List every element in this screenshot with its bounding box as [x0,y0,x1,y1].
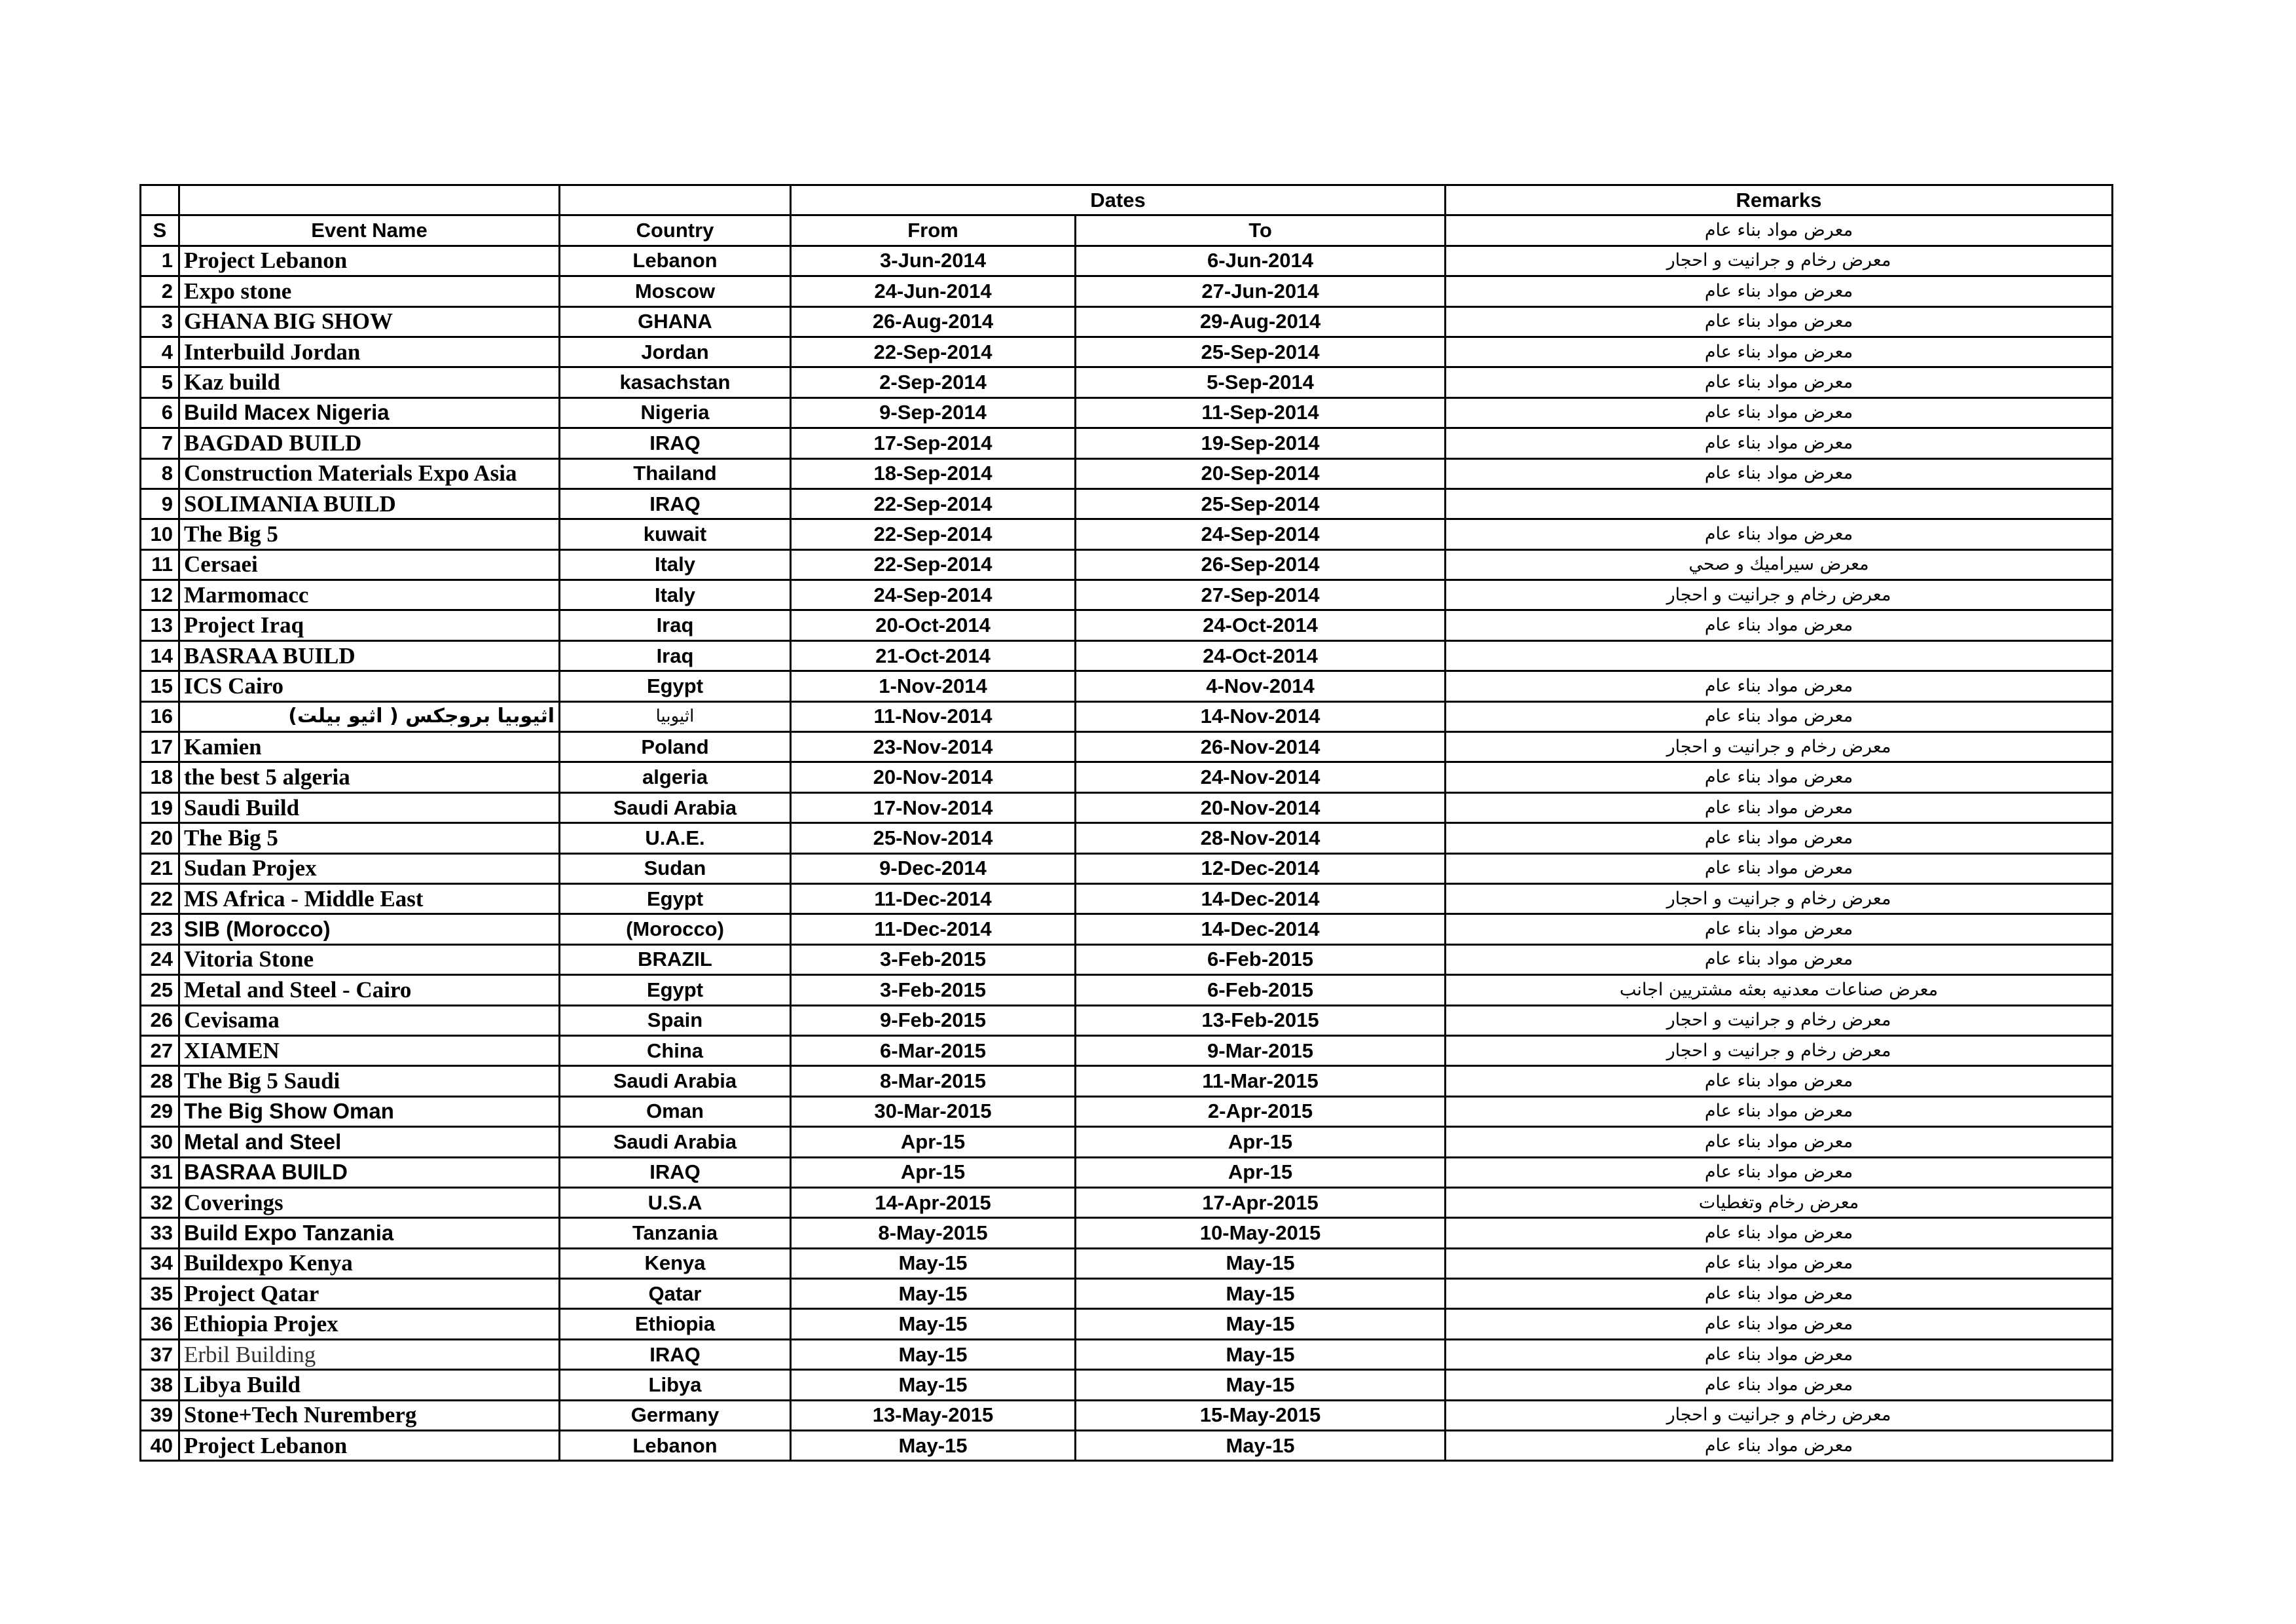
events-table-body [141,246,2113,1461]
table-row [141,1431,2113,1461]
row-number: 37 [141,1339,179,1369]
table-row [141,489,2113,519]
table-row [141,428,2113,458]
country: Moscow [560,276,791,306]
date-from: May-15 [791,1279,1076,1309]
date-from: 3-Feb-2015 [791,944,1076,974]
event-name: Project Lebanon [179,1431,560,1461]
remark: معرض مواد بناء عام [1446,367,2113,397]
country: BRAZIL [560,944,791,974]
row-number: 13 [141,610,179,640]
date-to: Apr-15 [1076,1127,1446,1157]
country: Egypt [560,671,791,701]
country: Egypt [560,975,791,1005]
remark: معرض رخام و جرانيت و احجار [1446,580,2113,610]
table-row [141,306,2113,337]
table-row [141,1370,2113,1400]
date-from: May-15 [791,1431,1076,1461]
remark: معرض رخام و جرانيت و احجار [1446,732,2113,762]
date-from: 8-May-2015 [791,1218,1076,1248]
header-remark-text: معرض مواد بناء عام [1446,215,2113,246]
remark: معرض مواد بناء عام [1446,944,2113,974]
table-row [141,1005,2113,1035]
header-dates: Dates [791,185,1446,215]
table-row [141,732,2113,762]
event-name: Ethiopia Projex [179,1309,560,1339]
header-blank-country [560,185,791,215]
date-to: 25-Sep-2014 [1076,489,1446,519]
date-from: 11-Nov-2014 [791,701,1076,731]
event-name: GHANA BIG SHOW [179,306,560,337]
country: Ethiopia [560,1309,791,1339]
table-row [141,1187,2113,1217]
date-to: May-15 [1076,1431,1446,1461]
event-name: The Big 5 [179,823,560,853]
date-to: 29-Aug-2014 [1076,306,1446,337]
table-row [141,1035,2113,1065]
event-name: Cevisama [179,1005,560,1035]
date-from: 26-Aug-2014 [791,306,1076,337]
date-from: Apr-15 [791,1127,1076,1157]
remark: معرض مواد بناء عام [1446,853,2113,883]
event-name: اثيوبيا بروجكس ( اثيو بيلت) [179,701,560,731]
country: Qatar [560,1279,791,1309]
remark: معرض مواد بناء عام [1446,1309,2113,1339]
date-to: May-15 [1076,1309,1446,1339]
row-number: 12 [141,580,179,610]
row-number: 38 [141,1370,179,1400]
date-from: 25-Nov-2014 [791,823,1076,853]
date-from: May-15 [791,1248,1076,1278]
remark: معرض رخام و جرانيت و احجار [1446,1400,2113,1430]
row-number: 27 [141,1035,179,1065]
row-number: 32 [141,1187,179,1217]
table-row [141,580,2113,610]
country: (Morocco) [560,914,791,944]
date-from: 6-Mar-2015 [791,1035,1076,1065]
table-row [141,762,2113,792]
date-from: May-15 [791,1309,1076,1339]
date-to: 26-Sep-2014 [1076,549,1446,580]
table-row [141,397,2113,428]
table-row [141,1400,2113,1430]
date-from: 24-Sep-2014 [791,580,1076,610]
date-to: 9-Mar-2015 [1076,1035,1446,1065]
table-row [141,1309,2113,1339]
event-name: SOLIMANIA BUILD [179,489,560,519]
date-to: 14-Dec-2014 [1076,914,1446,944]
table-row [141,276,2113,306]
row-number: 4 [141,337,179,367]
country: Saudi Arabia [560,1127,791,1157]
row-number: 36 [141,1309,179,1339]
event-name: The Big Show Oman [179,1096,560,1126]
event-name: BASRAA BUILD [179,640,560,671]
remark: معرض مواد بناء عام [1446,1339,2113,1369]
country: algeria [560,762,791,792]
country: Sudan [560,853,791,883]
date-to: May-15 [1076,1339,1446,1369]
date-from: 24-Jun-2014 [791,276,1076,306]
country: Italy [560,580,791,610]
country: Lebanon [560,246,791,276]
table-row [141,701,2113,731]
date-to: 19-Sep-2014 [1076,428,1446,458]
table-row [141,246,2113,276]
date-from: 22-Sep-2014 [791,549,1076,580]
date-to: 11-Mar-2015 [1076,1066,1446,1096]
date-to: May-15 [1076,1279,1446,1309]
header-blank-s [141,185,179,215]
row-number: 18 [141,762,179,792]
row-number: 9 [141,489,179,519]
event-name: Erbil Building [179,1339,560,1369]
event-name: Project Qatar [179,1279,560,1309]
country: kuwait [560,519,791,549]
table-row [141,1096,2113,1126]
date-to: 11-Sep-2014 [1076,397,1446,428]
table-row [141,1218,2113,1248]
country: Libya [560,1370,791,1400]
date-from: 14-Apr-2015 [791,1187,1076,1217]
row-number: 15 [141,671,179,701]
remark: معرض مواد بناء عام [1446,337,2113,367]
date-from: 9-Dec-2014 [791,853,1076,883]
remark: معرض مواد بناء عام [1446,306,2113,337]
date-to: 6-Feb-2015 [1076,944,1446,974]
remark: معرض مواد بناء عام [1446,823,2113,853]
date-from: 20-Oct-2014 [791,610,1076,640]
row-number: 17 [141,732,179,762]
remark: معرض مواد بناء عام [1446,519,2113,549]
date-to: May-15 [1076,1370,1446,1400]
event-name: Build Macex Nigeria [179,397,560,428]
header-event-name: Event Name [179,215,560,246]
remark: معرض مواد بناء عام [1446,914,2113,944]
row-number: 19 [141,792,179,822]
row-number: 24 [141,944,179,974]
country: Thailand [560,458,791,489]
event-name: Metal and Steel [179,1127,560,1157]
date-to: 20-Sep-2014 [1076,458,1446,489]
table-row [141,1339,2113,1369]
date-to: 4-Nov-2014 [1076,671,1446,701]
remark: معرض مواد بناء عام [1446,762,2113,792]
event-name: The Big 5 [179,519,560,549]
table-row [141,823,2113,853]
row-number: 5 [141,367,179,397]
row-number: 8 [141,458,179,489]
date-to: 24-Oct-2014 [1076,640,1446,671]
date-from: 17-Sep-2014 [791,428,1076,458]
row-number: 30 [141,1127,179,1157]
country: IRAQ [560,428,791,458]
event-name: Stone+Tech Nuremberg [179,1400,560,1430]
country: اثيوبيا [560,701,791,731]
country: Saudi Arabia [560,792,791,822]
country: kasachstan [560,367,791,397]
row-number: 6 [141,397,179,428]
row-number: 29 [141,1096,179,1126]
country: Poland [560,732,791,762]
event-name: the best 5 algeria [179,762,560,792]
remark: معرض مواد بناء عام [1446,1248,2113,1278]
date-to: 17-Apr-2015 [1076,1187,1446,1217]
event-name: Kamien [179,732,560,762]
date-from: 13-May-2015 [791,1400,1076,1430]
table-row [141,1248,2113,1278]
table-row [141,610,2113,640]
country: U.S.A [560,1187,791,1217]
row-number: 11 [141,549,179,580]
table-row [141,1127,2113,1157]
country: Italy [560,549,791,580]
table-row [141,1066,2113,1096]
row-number: 33 [141,1218,179,1248]
date-to: 14-Dec-2014 [1076,883,1446,913]
row-number: 16 [141,701,179,731]
date-to: 26-Nov-2014 [1076,732,1446,762]
date-from: 3-Jun-2014 [791,246,1076,276]
date-from: 21-Oct-2014 [791,640,1076,671]
event-name: MS Africa - Middle East [179,883,560,913]
date-from: 20-Nov-2014 [791,762,1076,792]
country: Saudi Arabia [560,1066,791,1096]
country: Kenya [560,1248,791,1278]
remark [1446,489,2113,519]
date-to: 24-Oct-2014 [1076,610,1446,640]
remark: معرض مواد بناء عام [1446,276,2113,306]
row-number: 39 [141,1400,179,1430]
event-name: Metal and Steel - Cairo [179,975,560,1005]
date-from: 22-Sep-2014 [791,337,1076,367]
event-name: ICS Cairo [179,671,560,701]
header-s: S [141,215,179,246]
row-number: 10 [141,519,179,549]
date-from: 23-Nov-2014 [791,732,1076,762]
table-row [141,671,2113,701]
event-name: SIB (Morocco) [179,914,560,944]
table-row [141,883,2113,913]
event-name: Kaz build [179,367,560,397]
event-name: BASRAA BUILD [179,1157,560,1187]
remark: معرض رخام و جرانيت و احجار [1446,1035,2113,1065]
country: Spain [560,1005,791,1035]
row-number: 31 [141,1157,179,1187]
event-name: Saudi Build [179,792,560,822]
row-number: 14 [141,640,179,671]
country: Nigeria [560,397,791,428]
remark: معرض رخام و جرانيت و احجار [1446,883,2113,913]
remark: معرض مواد بناء عام [1446,792,2113,822]
remark: معرض رخام و جرانيت و احجار [1446,1005,2113,1035]
event-name: Buildexpo Kenya [179,1248,560,1278]
event-name: Construction Materials Expo Asia [179,458,560,489]
row-number: 35 [141,1279,179,1309]
date-to: 10-May-2015 [1076,1218,1446,1248]
table-row [141,853,2113,883]
header-from: From [791,215,1076,246]
table-row [141,1279,2113,1309]
country: Egypt [560,883,791,913]
event-name: Coverings [179,1187,560,1217]
row-number: 1 [141,246,179,276]
header-to: To [1076,215,1446,246]
country: IRAQ [560,1339,791,1369]
date-from: 22-Sep-2014 [791,489,1076,519]
remark: معرض صناعات معدنيه بعثه مشتريين اجانب [1446,975,2113,1005]
date-from: 8-Mar-2015 [791,1066,1076,1096]
country: Iraq [560,640,791,671]
header-remarks: Remarks [1446,185,2113,215]
date-from: 17-Nov-2014 [791,792,1076,822]
row-number: 23 [141,914,179,944]
remark: معرض مواد بناء عام [1446,1370,2113,1400]
table-row [141,640,2113,671]
date-to: May-15 [1076,1248,1446,1278]
remark: معرض مواد بناء عام [1446,671,2113,701]
date-to: 15-May-2015 [1076,1400,1446,1430]
row-number: 28 [141,1066,179,1096]
country: IRAQ [560,489,791,519]
date-to: 24-Sep-2014 [1076,519,1446,549]
row-number: 7 [141,428,179,458]
date-from: 1-Nov-2014 [791,671,1076,701]
date-from: 18-Sep-2014 [791,458,1076,489]
table-row [141,975,2113,1005]
date-to: 28-Nov-2014 [1076,823,1446,853]
event-name: Marmomacc [179,580,560,610]
table-row [141,519,2113,549]
date-from: 3-Feb-2015 [791,975,1076,1005]
date-to: Apr-15 [1076,1157,1446,1187]
row-number: 2 [141,276,179,306]
row-number: 34 [141,1248,179,1278]
row-number: 25 [141,975,179,1005]
event-name: Cersaei [179,549,560,580]
remark: معرض مواد بناء عام [1446,397,2113,428]
remark: معرض رخام وتغطيات [1446,1187,2113,1217]
event-name: Interbuild Jordan [179,337,560,367]
country: China [560,1035,791,1065]
date-to: 27-Sep-2014 [1076,580,1446,610]
date-from: May-15 [791,1370,1076,1400]
row-number: 21 [141,853,179,883]
row-number: 20 [141,823,179,853]
country: IRAQ [560,1157,791,1187]
date-from: 11-Dec-2014 [791,914,1076,944]
remark: معرض مواد بناء عام [1446,1127,2113,1157]
header-row-dates [141,185,2113,215]
remark: معرض مواد بناء عام [1446,610,2113,640]
date-from: 22-Sep-2014 [791,519,1076,549]
date-to: 27-Jun-2014 [1076,276,1446,306]
event-name: Vitoria Stone [179,944,560,974]
date-from: 9-Sep-2014 [791,397,1076,428]
events-sheet [139,184,2111,1462]
row-number: 26 [141,1005,179,1035]
country: Lebanon [560,1431,791,1461]
date-to: 25-Sep-2014 [1076,337,1446,367]
date-to: 5-Sep-2014 [1076,367,1446,397]
date-to: 12-Dec-2014 [1076,853,1446,883]
country: Jordan [560,337,791,367]
date-to: 24-Nov-2014 [1076,762,1446,792]
event-name: BAGDAD BUILD [179,428,560,458]
row-number: 22 [141,883,179,913]
date-from: Apr-15 [791,1157,1076,1187]
date-to: 20-Nov-2014 [1076,792,1446,822]
remark: معرض مواد بناء عام [1446,701,2113,731]
remark: معرض مواد بناء عام [1446,1066,2113,1096]
country: Iraq [560,610,791,640]
remark: معرض مواد بناء عام [1446,1096,2113,1126]
event-name: Project Lebanon [179,246,560,276]
remark [1446,640,2113,671]
table-row [141,792,2113,822]
table-row [141,337,2113,367]
event-name: Expo stone [179,276,560,306]
country: GHANA [560,306,791,337]
event-name: Build Expo Tanzania [179,1218,560,1248]
country: Germany [560,1400,791,1430]
date-from: May-15 [791,1339,1076,1369]
remark: معرض مواد بناء عام [1446,428,2113,458]
date-to: 6-Feb-2015 [1076,975,1446,1005]
event-name: XIAMEN [179,1035,560,1065]
remark: معرض مواد بناء عام [1446,1157,2113,1187]
date-from: 11-Dec-2014 [791,883,1076,913]
date-from: 2-Sep-2014 [791,367,1076,397]
date-from: 9-Feb-2015 [791,1005,1076,1035]
remark: معرض مواد بناء عام [1446,1431,2113,1461]
table-row [141,549,2113,580]
table-row [141,458,2113,489]
header-blank-event [179,185,560,215]
table-row [141,367,2113,397]
remark: معرض مواد بناء عام [1446,458,2113,489]
remark: معرض رخام و جرانيت و احجار [1446,246,2113,276]
table-row [141,914,2113,944]
remark: معرض مواد بناء عام [1446,1279,2113,1309]
events-table [139,184,2113,1462]
remark: معرض مواد بناء عام [1446,1218,2113,1248]
event-name: The Big 5 Saudi [179,1066,560,1096]
date-to: 14-Nov-2014 [1076,701,1446,731]
row-number: 40 [141,1431,179,1461]
date-to: 6-Jun-2014 [1076,246,1446,276]
country: Oman [560,1096,791,1126]
event-name: Sudan Projex [179,853,560,883]
date-to: 13-Feb-2015 [1076,1005,1446,1035]
remark: معرض سيراميك و صحي [1446,549,2113,580]
country: Tanzania [560,1218,791,1248]
table-row [141,944,2113,974]
row-number: 3 [141,306,179,337]
event-name: Libya Build [179,1370,560,1400]
event-name: Project Iraq [179,610,560,640]
header-row-columns [141,215,2113,246]
table-row [141,1157,2113,1187]
header-country: Country [560,215,791,246]
date-to: 2-Apr-2015 [1076,1096,1446,1126]
date-from: 30-Mar-2015 [791,1096,1076,1126]
country: U.A.E. [560,823,791,853]
